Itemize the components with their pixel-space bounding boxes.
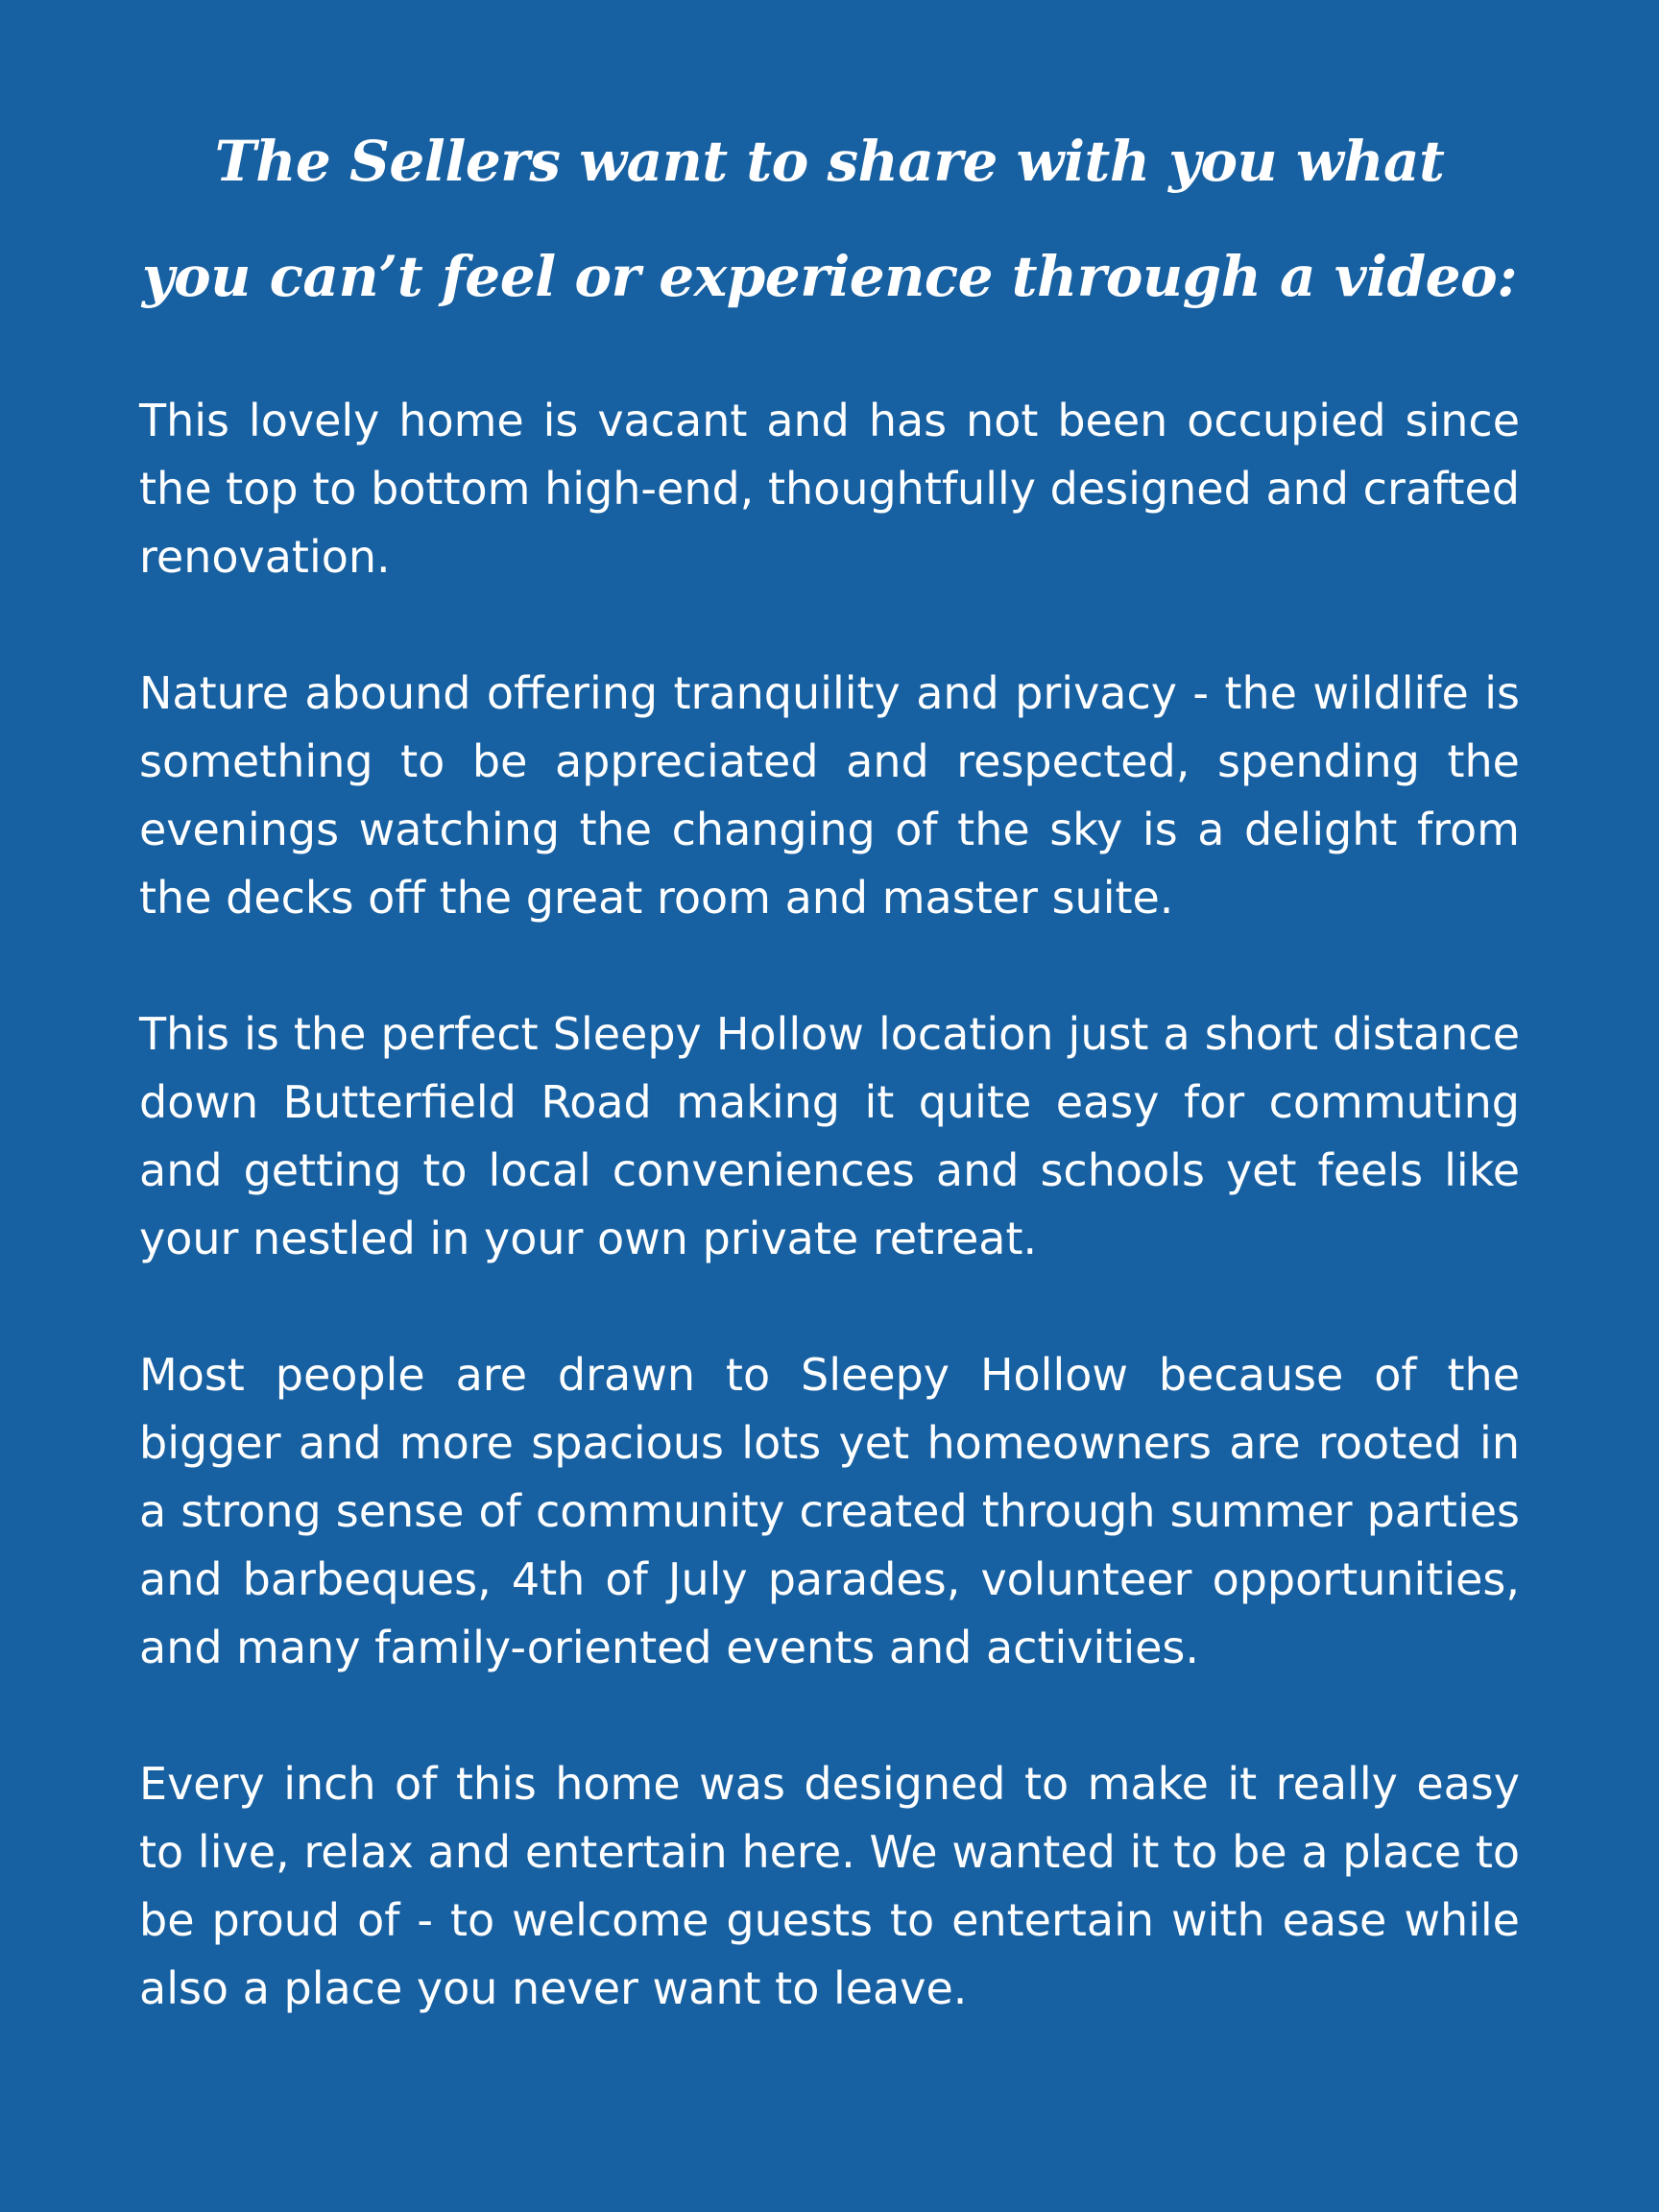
body-text: [139, 387, 1520, 2023]
paragraph-community: Most people are drawn to Sleepy Hollow because of the bigger and more spacious lots yet homeowners are rooted in a strong sense of community created through summer parties and barbeques, 4th of July parades, volunteer opportunities, and many family-oriented events and activities.: [139, 1349, 1520, 1673]
paragraph-design: Every inch of this home was designed to make it really easy to live, relax and entertain here. We wanted it to be a place to be proud of - to welcome guests to entertain with ease while also a place you never want to leave.: [139, 1758, 1520, 2014]
paragraph-nature: Nature abound offering tranquility and privacy - the wildlife is something to be appreciated and respected, spending the evenings watching the changing of the sky is a delight from the decks off the great room and master suite.: [139, 667, 1520, 924]
title-line-2: you can’t feel or experience through a video:: [141, 244, 1518, 309]
page-title: [0, 104, 1659, 334]
paragraph-vacant-home: This lovely home is vacant and has not been occupied since the top to bottom high-end, thoughtfully designed and crafted renovation.: [139, 395, 1520, 583]
title-line-1: The Sellers want to share with you what: [214, 129, 1445, 194]
paragraph-location: This is the perfect Sleepy Hollow location just a short distance down Butterfield Road making it quite easy for commuting and getting to local conveniences and schools yet feels like your nestled in your own private retreat.: [139, 1008, 1520, 1264]
